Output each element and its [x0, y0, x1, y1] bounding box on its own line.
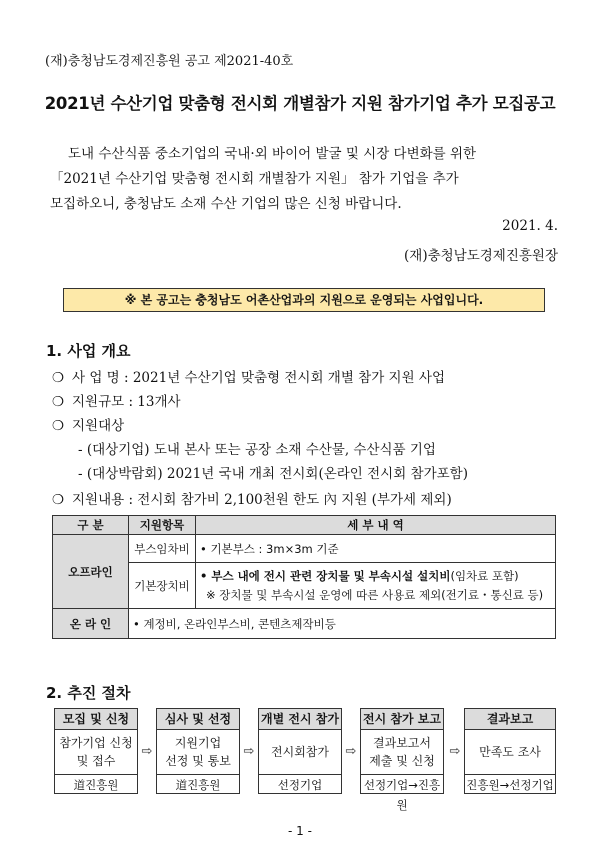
step-footer: 道진흥원: [175, 778, 221, 792]
step-header: 심사 및 선정: [157, 709, 239, 730]
circle-bullet-icon: ❍: [52, 370, 65, 386]
circle-bullet-icon: ❍: [52, 492, 65, 508]
step-header: 결과보고: [465, 709, 555, 730]
process-step-4: [360, 708, 444, 812]
target-fair-line: - (대상박람회) 2021년 국내 개최 전시회(온라인 전시회 참가포함): [78, 466, 468, 482]
page-title: 2021년 수산기업 맞춤형 전시회 개별참가 지원 참가기업 추가 모집공고: [44, 94, 556, 113]
step-line-1: 참가기업 신청: [59, 736, 133, 750]
notice-number: (재)충청남도경제진흥원 공고 제2021-40호: [45, 54, 294, 69]
step-line-1: 지원기업: [174, 736, 222, 750]
table-row: [53, 563, 556, 609]
step-line-1: 결과보고서: [373, 736, 431, 750]
table-row: [53, 535, 556, 563]
arrow-right-icon: ⇨: [345, 744, 357, 759]
target-company-line: - (대상기업) 도내 본사 또는 공장 소재 수산물, 수산식품 기업: [78, 442, 436, 458]
intro-line-3: 모집하오니, 충청남도 소재 수산 기업의 많은 신청 바랍니다.: [50, 196, 402, 212]
online-detail: • 계정비, 온라인부스비, 콘텐츠제작비등: [129, 609, 556, 639]
step-header: 개별 전시 참가: [259, 709, 341, 730]
step-footer: 진흥원→선정기업: [466, 778, 554, 792]
section-2-heading: 2. 추진 절차: [46, 684, 131, 702]
section-1-heading: 1. 사업 개요: [46, 342, 131, 360]
basic-decor-item: 기본장치비: [129, 563, 196, 609]
offline-category: 오프라인: [53, 535, 129, 609]
intro-paragraph: [50, 142, 558, 217]
process-step-3: [258, 708, 342, 794]
scale-line: [52, 390, 181, 410]
basic-decor-detail-note: ※ 장치물 및 부속시설 운영에 따른 사용료 제외(전기료・통신료 등): [206, 587, 544, 602]
arrow-right-icon: ⇨: [449, 744, 461, 759]
basic-decor-detail-suffix: (임차료 포함): [450, 568, 519, 583]
step-footer: 선정기업→진흥원: [363, 778, 441, 812]
step-footer: 道진흥원: [73, 778, 119, 792]
table-header-row: [53, 516, 556, 535]
page-number: - 1 -: [288, 824, 312, 838]
step-line-2: 선정 및 통보: [165, 754, 231, 768]
step-line-1: 만족도 조사: [479, 745, 541, 759]
content-text: 지원내용 : 전시회 참가비 2,100천원 한도 內 지원 (부가세 제외): [72, 492, 452, 508]
step-footer: 선정기업: [277, 778, 323, 792]
process-step-5: [464, 708, 556, 794]
basic-decor-detail: [196, 563, 556, 609]
project-name-text: 사 업 명 : 2021년 수산기업 맞춤형 전시회 개별 참가 지원 사업: [72, 370, 446, 386]
content-line: [52, 488, 452, 508]
notice-date: 2021. 4.: [502, 218, 558, 234]
issuer-name: (재)충청남도경제진흥원장: [404, 248, 558, 264]
step-header: 전시 참가 보고: [361, 709, 443, 730]
booth-rent-detail: • 기본부스 : 3m×3m 기준: [196, 535, 556, 563]
header-item: 지원항목: [129, 516, 196, 535]
funding-banner: ※ 본 공고는 충청남도 어촌산업과의 지원으로 운영되는 사업입니다.: [63, 288, 545, 312]
step-line-2: 및 접수: [76, 754, 116, 768]
project-name-line: [52, 366, 445, 386]
table-row: [53, 609, 556, 639]
process-step-1: [54, 708, 138, 794]
support-table: [52, 515, 556, 639]
arrow-right-icon: ⇨: [141, 744, 153, 759]
booth-rent-item: 부스임차비: [129, 535, 196, 563]
header-category: 구 분: [53, 516, 129, 535]
circle-bullet-icon: ❍: [52, 418, 65, 434]
step-line-1: 전시회참가: [271, 745, 329, 759]
step-header: 모집 및 신청: [55, 709, 137, 730]
intro-line-2: 「2021년 수산기업 맞춤형 전시회 개별참가 지원」 참가 기업을 추가: [50, 171, 459, 187]
intro-line-1: 도내 수산식품 중소기업의 국내·외 바이어 발굴 및 시장 다변화를 위한: [68, 146, 477, 162]
arrow-right-icon: ⇨: [243, 744, 255, 759]
step-line-2: 제출 및 신청: [369, 754, 435, 768]
header-detail: 세 부 내 역: [196, 516, 556, 535]
basic-decor-detail-main: • 부스 내에 전시 관련 장치물 및 부속시설 설치비: [200, 568, 451, 583]
process-step-2: [156, 708, 240, 794]
circle-bullet-icon: ❍: [52, 394, 65, 410]
target-label: 지원대상: [72, 418, 125, 434]
target-line: [52, 414, 124, 434]
online-category: 온 라 인: [53, 609, 129, 639]
scale-text: 지원규모 : 13개사: [72, 394, 181, 410]
